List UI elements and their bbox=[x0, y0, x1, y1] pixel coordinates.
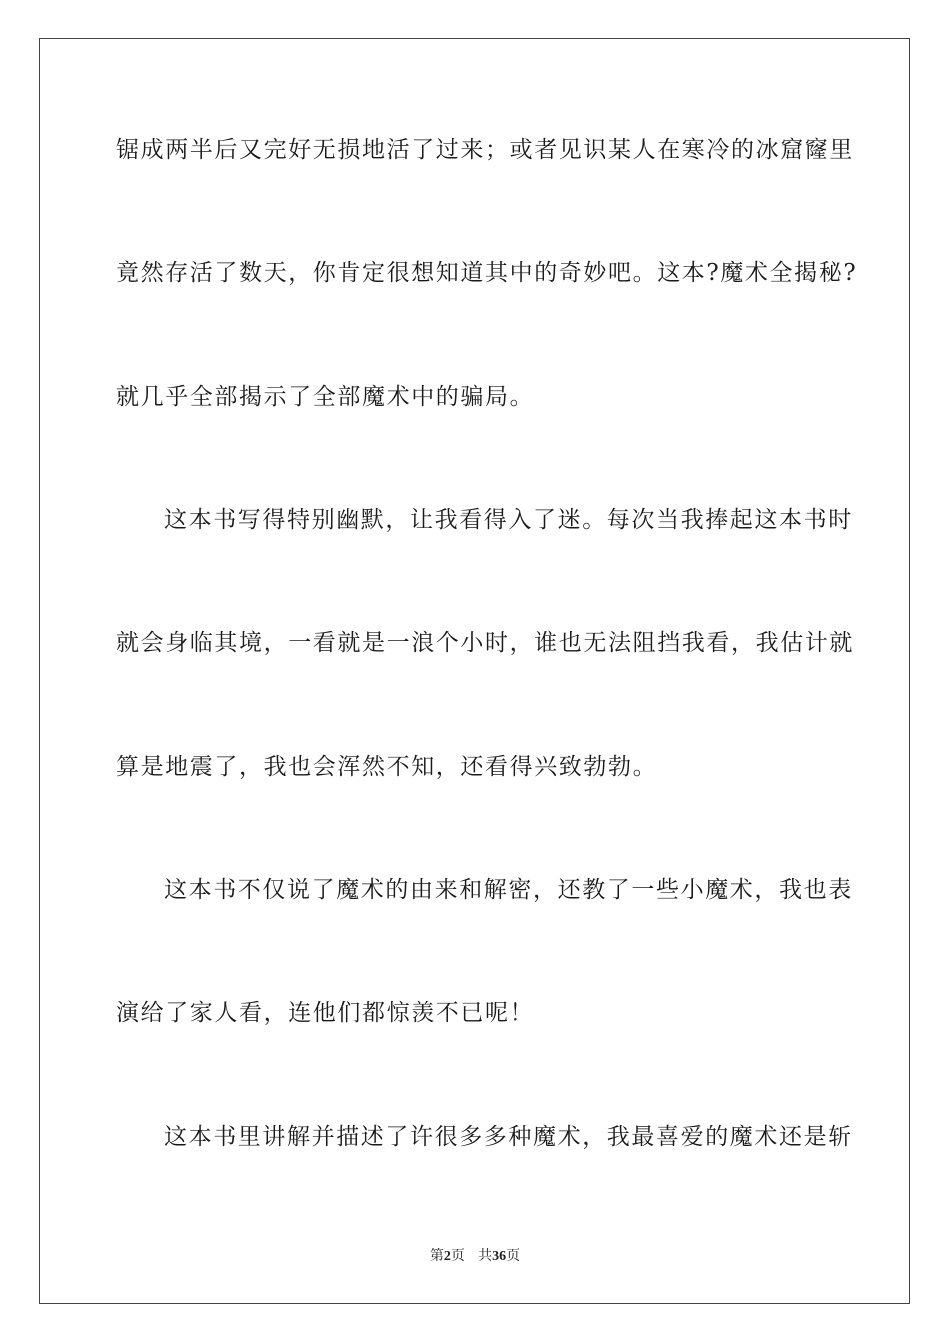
total-prefix: 共 bbox=[478, 1248, 493, 1264]
paragraph-first-line: 这本书不仅说了魔术的由来和解密，还教了一些小魔术，我也表 bbox=[164, 877, 853, 903]
paragraph-first-line: 这本书写得特别幽默，让我看得入了迷。每次当我捧起这本书时 bbox=[164, 507, 853, 533]
page-border bbox=[39, 38, 910, 1304]
text-line: 锯成两半后又完好无损地活了过来；或者见识某人在寒冷的冰窟窿里 bbox=[116, 137, 854, 163]
page-prefix: 第 bbox=[429, 1248, 444, 1264]
total-pages: 36 bbox=[492, 1249, 507, 1264]
total-suffix: 页 bbox=[506, 1248, 521, 1264]
text-line: 竟然存活了数天，你肯定很想知道其中的奇妙吧。这本?魔术全揭秘? bbox=[116, 260, 858, 286]
text-line: 算是地震了，我也会浑然不知，还看得兴致勃勃。 bbox=[116, 754, 658, 780]
page-footer bbox=[0, 1246, 950, 1267]
text-line: 就会身临其境，一看就是一浪个小时，谁也无法阻挡我看，我估计就 bbox=[116, 630, 854, 656]
paragraph-first-line: 这本书里讲解并描述了许很多多种魔术，我最喜爱的魔术还是斩 bbox=[164, 1124, 853, 1150]
page-number: 2 bbox=[443, 1249, 451, 1264]
text-line: 就几乎全部揭示了全部魔术中的骗局。 bbox=[116, 384, 535, 410]
page-suffix: 页 bbox=[450, 1248, 465, 1264]
text-line: 演给了家人看，连他们都惊羡不已呢！ bbox=[116, 1000, 535, 1026]
